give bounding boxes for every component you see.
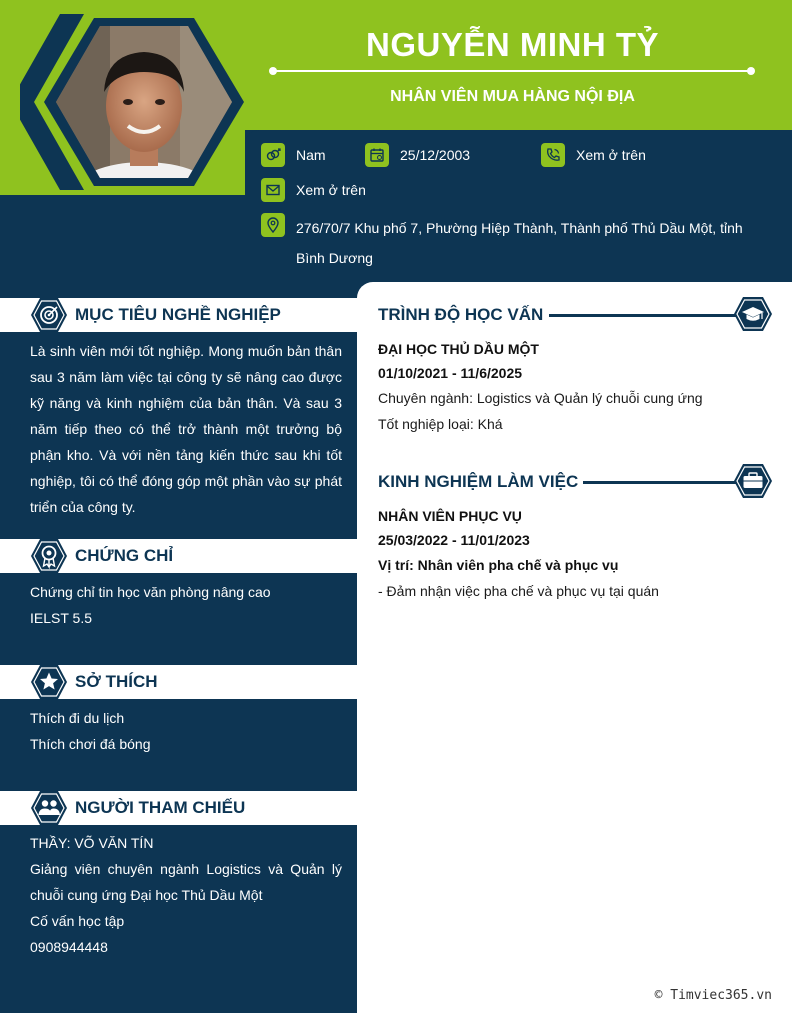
reference-name: THẦY: VÕ VĂN TÍN (30, 835, 154, 851)
phone-value: Xem ở trên (576, 147, 646, 163)
medal-icon (30, 538, 68, 574)
experience-title: KINH NGHIỆM LÀM VIỆC (378, 472, 579, 491)
contact-phone (541, 143, 646, 167)
contact-birthday (365, 143, 470, 167)
people-icon (30, 790, 68, 826)
gender-value: Nam (296, 147, 326, 163)
calendar-icon (365, 143, 389, 167)
education-grade: Tốt nghiệp loại: Khá (378, 416, 503, 432)
page-edge (792, 0, 800, 1013)
references-content (30, 830, 342, 960)
objective-title: MỤC TIÊU NGHỀ NGHIỆP (75, 305, 281, 324)
certificates-title: CHỨNG CHỈ (75, 546, 174, 565)
experience-job: NHÂN VIÊN PHỤC VỤ (378, 508, 522, 524)
section-header-references (0, 791, 357, 825)
contact-gender (261, 143, 326, 167)
reference-phone: 0908944448 (30, 939, 108, 955)
experience-description: - Đảm nhận việc pha chế và phục vụ tại quán (378, 583, 659, 599)
location-icon (261, 213, 285, 237)
hobby-item: Thích chơi đá bóng (30, 736, 151, 752)
hobbies-list (30, 705, 342, 757)
gender-icon (261, 143, 285, 167)
email-value: Xem ở trên (296, 182, 366, 198)
hobbies-title: SỞ THÍCH (75, 672, 158, 691)
address-value: 276/70/7 Khu phố 7, Phường Hiệp Thành, Thành phố Thủ Dầu Một, tỉnh Bình Dương (296, 220, 743, 266)
candidate-name: NGUYỄN MINH TỶ (365, 26, 659, 63)
certificate-item: IELST 5.5 (30, 610, 93, 626)
target-icon (30, 297, 68, 333)
experience-title-line (583, 481, 739, 484)
experience-position: Vị trí: Nhân viên pha chế và phục vụ (378, 557, 619, 573)
section-header-hobbies (0, 665, 357, 699)
certificates-list (30, 579, 342, 631)
reference-role: Cố vấn học tập (30, 913, 125, 929)
name-divider (273, 70, 751, 72)
contact-email (261, 178, 366, 202)
birthday-value: 25/12/2003 (400, 147, 471, 163)
certificate-item: Chứng chỉ tin học văn phòng nâng cao (30, 584, 271, 600)
education-title-line (549, 314, 739, 317)
education-title: TRÌNH ĐỘ HỌC VẤN (378, 305, 544, 324)
hobby-item: Thích đi du lịch (30, 710, 125, 726)
contact-address-icon-wrap (261, 213, 296, 237)
education-school: ĐẠI HỌC THỦ DẦU MỘT (378, 341, 539, 357)
briefcase-icon (733, 463, 773, 499)
phone-icon (541, 143, 565, 167)
references-title: NGƯỜI THAM CHIẾU (75, 798, 246, 817)
section-header-objective (0, 298, 357, 332)
experience-period: 25/03/2022 - 11/01/2023 (378, 532, 530, 548)
section-header-certificates (0, 539, 357, 573)
reference-position: Giảng viên chuyên ngành Logistics và Quản lý chuỗi cung ứng Đại học Thủ Dầu Một (30, 861, 342, 903)
education-period: 01/10/2021 - 11/6/2025 (378, 365, 523, 381)
objective-text: Là sinh viên mới tốt nghiệp. Mong muốn bản thân sau 3 năm làm việc tại công ty sẽ nâng cao được kỹ năng và kinh nghiệm của bản thân. Và sau 3 năm tiếp theo có thể trở thành một trưởng bộ phận kho. Và với nền tảng kiến thức sau khi tốt nghiệp, tôi có thể đóng góp một phần vào sự phát triển của công ty. (30, 343, 342, 515)
job-title: NHÂN VIÊN MUA HÀNG NỘI ĐỊA (390, 88, 635, 105)
star-icon (30, 664, 68, 700)
mail-icon (261, 178, 285, 202)
graduation-cap-icon (733, 296, 773, 332)
education-major: Chuyên ngành: Logistics và Quản lý chuỗi cung ứng (378, 390, 703, 406)
footer-watermark: © Timviec365.vn (654, 988, 772, 1003)
avatar (20, 14, 256, 200)
